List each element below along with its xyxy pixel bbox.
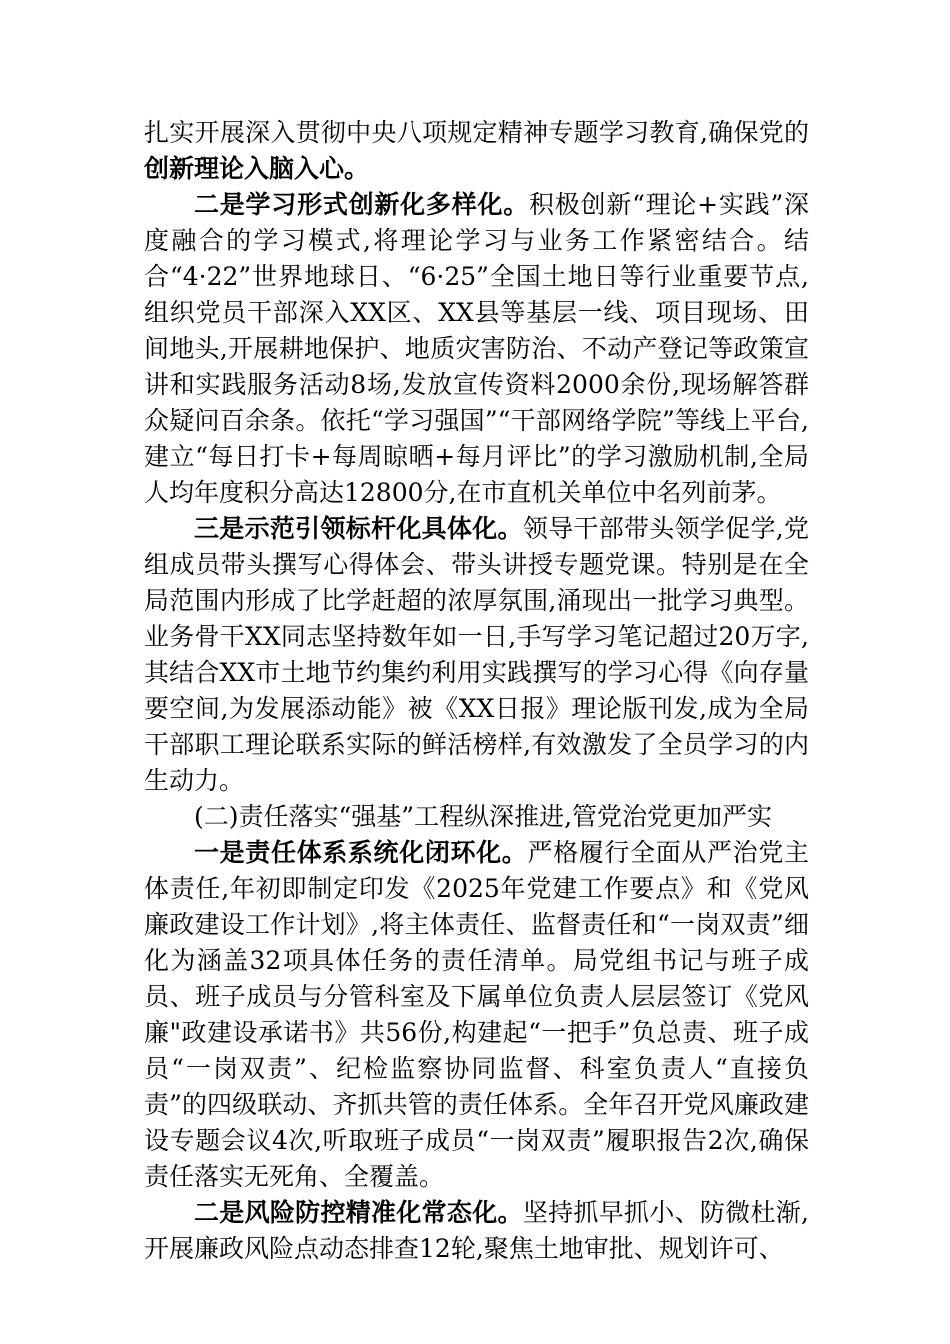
- paragraph-text: 领导干部带头领学促学,党组成员带头撰写心得体会、带头讲授专题党课。特别是在全局范围内形成了比学赶超的浓厚氛围,涌现出一批学习典型。业务骨干XX同志坚持数年如一日,手写学习笔记超过20万字,其结合XX市土地节约集约利用实践撰写的学习心得《向存量要空间,为发展添动能》被《XX日报》理论版刊发,成为全局干部职工理论联系实际的鲜活榜样,有效激发了全员学习的内生动力。: [144, 514, 809, 795]
- paragraph-text: 积极创新“理论+实践”深度融合的学习模式,将理论学习与业务工作紧密结合。结合“4·22”世界地球日、“6·25”全国土地日等行业重要节点,组织党员干部深入XX区、XX县等基层一线、项目现场、田间地头,开展耕地保护、地质灾害防治、不动产登记等政策宣讲和实践服务活动8场,发放宣传资料2000余份,现场解答群众疑问百余条。依托“学习强国”“干部网络学院”等线上平台,建立“每日打卡+每周晾晒+每月评比”的学习激励机制,全局人均年度积分高达12800分,在市直机关单位中名列前茅。: [144, 190, 809, 507]
- paragraph-risk-control: [144, 1195, 809, 1267]
- paragraph-learning-format: [144, 187, 809, 511]
- paragraph-study-education: [144, 115, 809, 187]
- bold-phrase: 创新理论入脑入心。: [144, 154, 370, 183]
- section-heading-responsibility: [144, 799, 809, 835]
- paragraph-heading: 二是学习形式创新化多样化。: [194, 190, 530, 219]
- paragraph-text: 扎实开展深入贯彻中央八项规定精神专题学习教育,确保党的: [144, 118, 809, 147]
- document-body: [144, 115, 809, 1267]
- paragraph-text: 严格履行全面从严治党主体责任,年初即制定印发《2025年党建工作要点》和《党风廉政建设工作计划》,将主体责任、监督责任和“一岗双责”细化为涵盖32项具体任务的责任清单。局党组书记与班子成员、班子成员与分管科室及下属单位负责人层层签订《党风廉"政建设承诺书》共56份,构建起“一把手”负总责、班子成员“一岗双责”、纪检监察协同监督、科室负责人“直接负责”的四级联动、齐抓共管的责任体系。全年召开党风廉政建设专题会议4次,听取班子成员“一岗双责”履职报告2次,确保责任落实无死角、全覆盖。: [144, 838, 809, 1191]
- paragraph-text: 坚持抓早抓小、防微杜渐,开展廉政风险点动态排查12轮,聚焦土地审批、规划许可、: [144, 1198, 809, 1263]
- paragraph-heading: 二是风险防控精准化常态化。: [194, 1198, 523, 1227]
- paragraph-role-model: [144, 511, 809, 799]
- section-heading-text: (二)责任落实“强基”工程纵深推进,管党治党更加严实: [194, 802, 773, 831]
- paragraph-heading: 一是责任体系系统化闭环化。: [194, 838, 528, 867]
- paragraph-heading: 三是示范引领标杆化具体化。: [194, 514, 523, 543]
- paragraph-responsibility-system: [144, 835, 809, 1195]
